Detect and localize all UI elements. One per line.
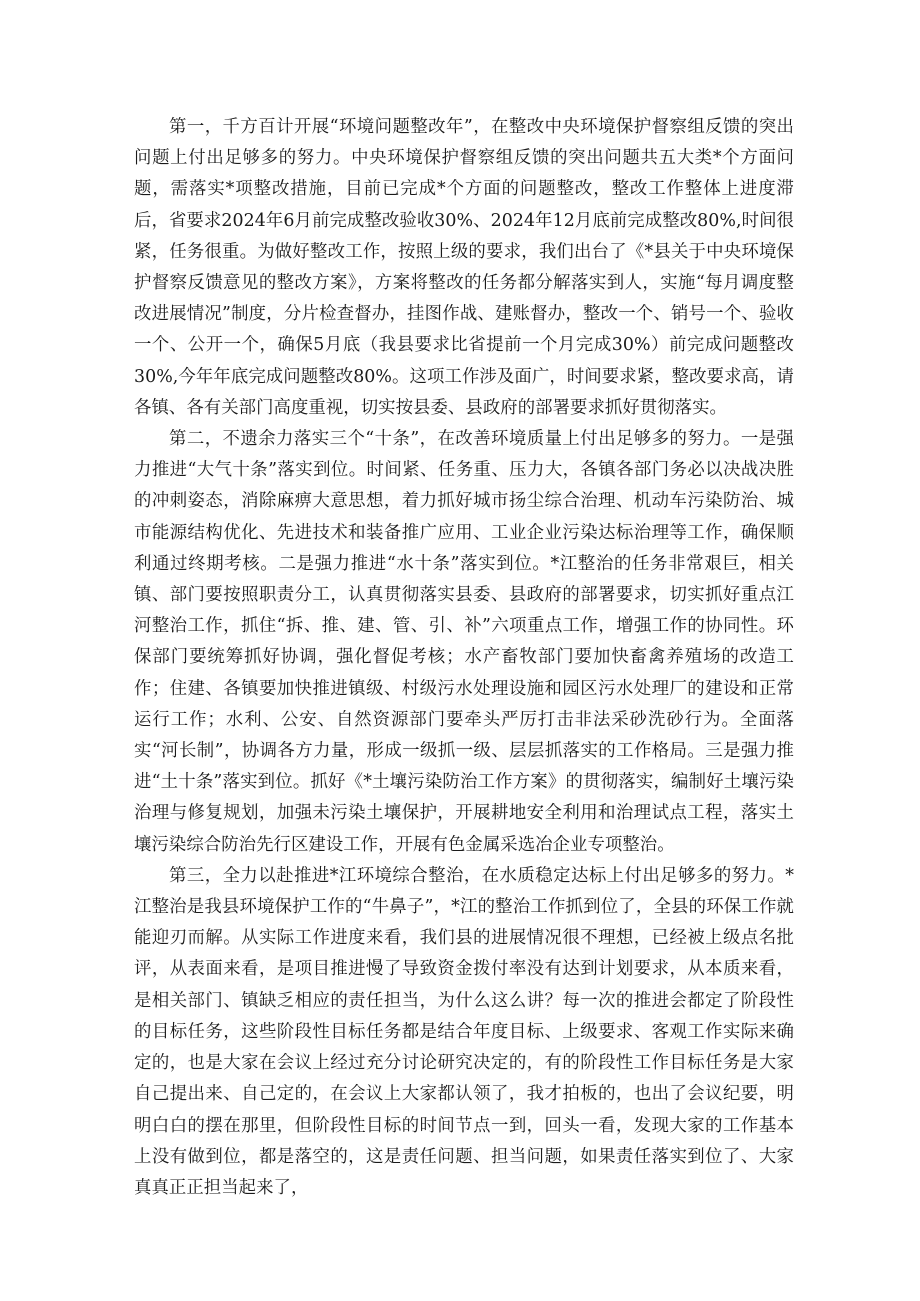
paragraph-second-task: 第二，不遗余力落实三个“十条”，在改善环境质量上付出足够多的努力。一是强力推进“大气十条”落实到位。时间紧、任务重、压力大，各镇各部门务必以决战决胜的冲刺姿态，消除麻痹大意思想，着力抓好城市扬尘综合治理、机动车污染防治、城市能源结构优化、先进技术和装备推广应用、工业企业污染达标治理等工作，确保顺利通过终期考核。二是强力推进“水十条”落实到位。*江整治的任务非常艰巨，相关镇、部门要按照职责分工，认真贯彻落实县委、县政府的部署要求，切实抓好重点江河整治工作，抓住“拆、推、建、管、引、补”六项重点工作，增强工作的协同性。环保部门要统筹抓好协调，强化督促考核；水产畜牧部门要加快畜禽养殖场的改造工作；住建、各镇要加快推进镇级、村级污水处理设施和园区污水处理厂的建设和正常运行工作；水利、公安、自然资源部门要牵头严厉打击非法采砂洗砂行为。全面落实“河长制”，协调各方力量，形成一级抓一级、层层抓落实的工作格局。三是强力推进“土十条”落实到位。抓好《*土壤污染防治工作方案》的贯彻落实，编制好土壤污染治理与修复规划，加强未污染土壤保护，开展耕地安全利用和治理试点工程，落实土壤污染综合防治先行区建设工作，开展有色金属采选冶企业专项整治。 [134, 429, 794, 855]
document-page [134, 112, 794, 1204]
paragraph-third-task: 第三，全力以赴推进*江环境综合整治，在水质稳定达标上付出足够多的努力。*江整治是我县环境保护工作的“牛鼻子”，*江的整治工作抓到位了，全县的环保工作就能迎刃而解。从实际工作进度来看，我们县的进展情况很不理想，已经被上级点名批评，从表面来看，是项目推进慢了导致资金拨付率没有达到计划要求，从本质来看，是相关部门、镇缺乏相应的责任担当，为什么这么讲？每一次的推进会都定了阶段性的目标任务，这些阶段性目标任务都是结合年度目标、上级要求、客观工作实际来确定的，也是大家在会议上经过充分讨论研究决定的，有的阶段性工作目标任务是大家自己提出来、自己定的，在会议上大家都认领了，我才拍板的，也出了会议纪要，明明白白的摆在那里，但阶段性目标的时间节点一到，回头一看，发现大家的工作基本上没有做到位，都是落空的，这是责任问题、担当问题，如果责任落实到位了、大家真真正正担当起来了， [134, 865, 794, 1198]
paragraph-first-task: 第一，千方百计开展“环境问题整改年”，在整改中央环境保护督察组反馈的突出问题上付出足够多的努力。中央环境保护督察组反馈的突出问题共五大类*个方面问题，需落实*项整改措施，目前已完成*个方面的问题整改，整改工作整体上进度滞后，省要求2024年6月前完成整改验收30%、2024年12月底前完成整改80%,时间很紧，任务很重。为做好整改工作，按照上级的要求，我们出台了《*县关于中央环境保护督察反馈意见的整改方案》，方案将整改的任务都分解落实到人，实施“每月调度整改进展情况”制度，分片检查督办，挂图作战、建账督办，整改一个、销号一个、验收一个、公开一个，确保5月底（我县要求比省提前一个月完成30%）前完成问题整改30%,今年年底完成问题整改80%。这项工作涉及面广，时间要求紧，整改要求高，请各镇、各有关部门高度重视，切实按县委、县政府的部署要求抓好贯彻落实。 [134, 117, 794, 418]
